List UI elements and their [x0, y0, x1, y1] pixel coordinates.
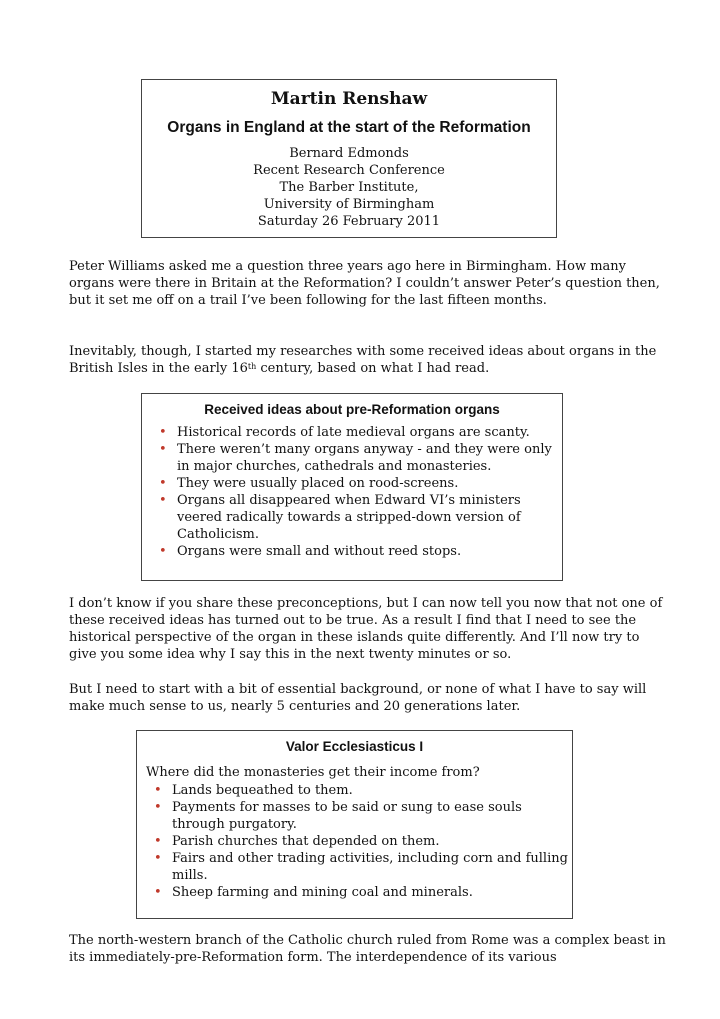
list-item-text: Organs were small and without reed stops.	[177, 544, 462, 559]
bullet-icon: •	[154, 885, 162, 900]
paragraph-2	[69, 343, 669, 377]
list-item	[159, 424, 562, 441]
meta-line: Recent Research Conference	[253, 163, 445, 178]
valor-heading: Valor Ecclesiasticus I	[285, 739, 424, 754]
paragraph-3: I don’t know if you share these preconceptions, but I can now tell you now that not one of these received ideas has turned out to be true. As a result I find that I need to see the historical perspective of the organ in these islands quite differently. And I’ll now try to give you some idea why I say this in the next twenty minutes or so.	[69, 596, 663, 662]
list-item	[159, 492, 562, 543]
list-item-text: Payments for masses to be said or sung to ease souls through purgatory.	[172, 800, 522, 832]
bullet-icon: •	[159, 544, 167, 559]
list-item-text: Historical records of late medieval organs are scanty.	[177, 425, 530, 440]
valor-list	[154, 782, 572, 901]
paragraph-4: But I need to start with a bit of essential background, or none of what I have to say will make much sense to us, nearly 5 centuries and 20 generations later.	[69, 682, 647, 714]
valor-intro: Where did the monasteries get their income from?	[146, 765, 480, 780]
list-item	[154, 884, 572, 901]
received-ideas-box	[141, 393, 563, 581]
bullet-icon: •	[154, 783, 162, 798]
bullet-icon: •	[154, 851, 162, 866]
title-box	[141, 79, 557, 238]
list-item-text: Organs all disappeared when Edward VI’s ministers veered radically towards a stripped-down version of Catholicism.	[177, 493, 521, 542]
list-item	[159, 543, 562, 560]
meta-line: University of Birmingham	[263, 197, 435, 212]
valor-box	[136, 730, 573, 919]
bullet-icon: •	[159, 425, 167, 440]
list-item	[154, 833, 572, 850]
list-item-text: They were usually placed on rood-screens.	[177, 476, 459, 491]
author-name: Martin Renshaw	[270, 89, 428, 109]
bullet-icon: •	[159, 493, 167, 508]
meta-line: Bernard Edmonds	[289, 146, 409, 161]
list-item	[159, 441, 562, 475]
bullet-icon: •	[154, 800, 162, 815]
list-item	[154, 850, 572, 884]
bullet-icon: •	[159, 442, 167, 457]
list-item-text: Parish churches that depended on them.	[172, 834, 440, 849]
talk-title: Organs in England at the start of the Reformation	[167, 119, 531, 136]
received-ideas-list	[159, 424, 562, 560]
bullet-icon: •	[159, 476, 167, 491]
paragraph-2-text-end: century, based on what I had read.	[256, 361, 490, 376]
paragraph-5: The north-western branch of the Catholic church ruled from Rome was a complex beast in its immediately-pre-Reformation form. The interdependence of its various	[69, 933, 666, 965]
list-item	[159, 475, 562, 492]
bullet-icon: •	[154, 834, 162, 849]
paragraph-2-text: Inevitably, though, I started my researches with some received ideas about organs in the British Isles in the early 16	[69, 344, 657, 376]
meta-line: The Barber Institute,	[279, 180, 419, 195]
list-item	[154, 782, 572, 799]
list-item-text: Sheep farming and mining coal and minerals.	[172, 885, 473, 900]
received-ideas-heading: Received ideas about pre-Reformation organs	[204, 402, 500, 417]
meta-line: Saturday 26 February 2011	[257, 214, 441, 229]
list-item	[154, 799, 572, 833]
list-item-text: Lands bequeathed to them.	[172, 783, 353, 798]
list-item-text: Fairs and other trading activities, including corn and fulling mills.	[172, 851, 568, 883]
paragraph-1: Peter Williams asked me a question three years ago here in Birmingham. How many organs were there in Britain at the Reformation? I couldn’t answer Peter’s question then, but it set me off on a trail I’ve been following for the last fifteen months.	[69, 259, 660, 308]
list-item-text: There weren’t many organs anyway - and they were only in major churches, cathedrals and monasteries.	[177, 442, 552, 474]
superscript: th	[247, 362, 257, 371]
